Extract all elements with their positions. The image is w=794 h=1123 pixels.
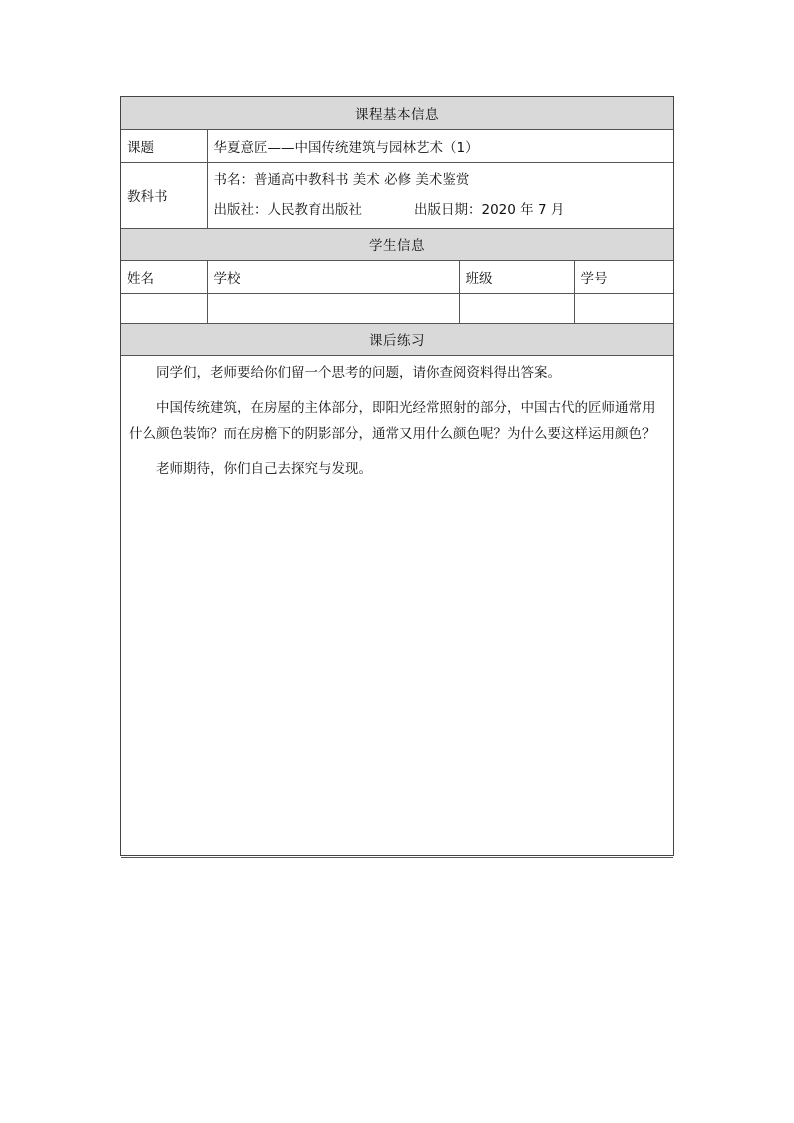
name-label: 姓名 <box>121 260 207 293</box>
homework-header-row <box>121 323 673 355</box>
course-info-header-row <box>121 97 673 129</box>
homework-paragraph: 同学们，老师要给你们留一个思考的问题，请你查阅资料得出答案。 <box>156 364 561 381</box>
course-table <box>121 97 673 858</box>
homework-paragraph: 老师期待，你们自己去探究与发现。 <box>156 460 372 477</box>
id-label: 学号 <box>574 260 673 293</box>
topic-value: 华夏意匠——中国传统建筑与园林艺术（1） <box>207 129 673 162</box>
publisher-line <box>214 195 668 225</box>
textbook-row <box>121 162 673 228</box>
course-info-header: 课程基本信息 <box>121 97 673 129</box>
course-form <box>120 96 674 856</box>
name-field[interactable] <box>121 293 207 323</box>
student-info-header-row <box>121 228 673 260</box>
school-field[interactable] <box>207 293 459 323</box>
id-field[interactable] <box>574 293 673 323</box>
student-labels-row <box>121 260 673 293</box>
student-info-header: 学生信息 <box>121 228 673 260</box>
topic-label: 课题 <box>121 129 207 162</box>
book-name: 书名：普通高中教科书 美术 必修 美术鉴赏 <box>213 172 470 188</box>
class-field[interactable] <box>459 293 574 323</box>
publisher: 出版社：人民教育出版社 <box>213 202 362 218</box>
student-values-row <box>121 293 673 323</box>
publish-date: 出版日期：2020 年 7 月 <box>414 202 565 218</box>
homework-header: 课后练习 <box>121 323 673 355</box>
class-label: 班级 <box>459 260 574 293</box>
textbook-details <box>207 162 673 228</box>
homework-paragraph: 中国传统建筑，在房屋的主体部分，即阳光经常照射的部分，中国古代的匠师通常用什么颜色装饰？而在房檐下的阴影部分，通常又用什么颜色呢？为什么要这样运用颜色？ <box>129 399 656 442</box>
school-label: 学校 <box>207 260 459 293</box>
textbook-label: 教科书 <box>121 162 207 228</box>
homework-body-row <box>121 355 673 857</box>
homework-content <box>121 355 673 857</box>
topic-row <box>121 129 673 162</box>
